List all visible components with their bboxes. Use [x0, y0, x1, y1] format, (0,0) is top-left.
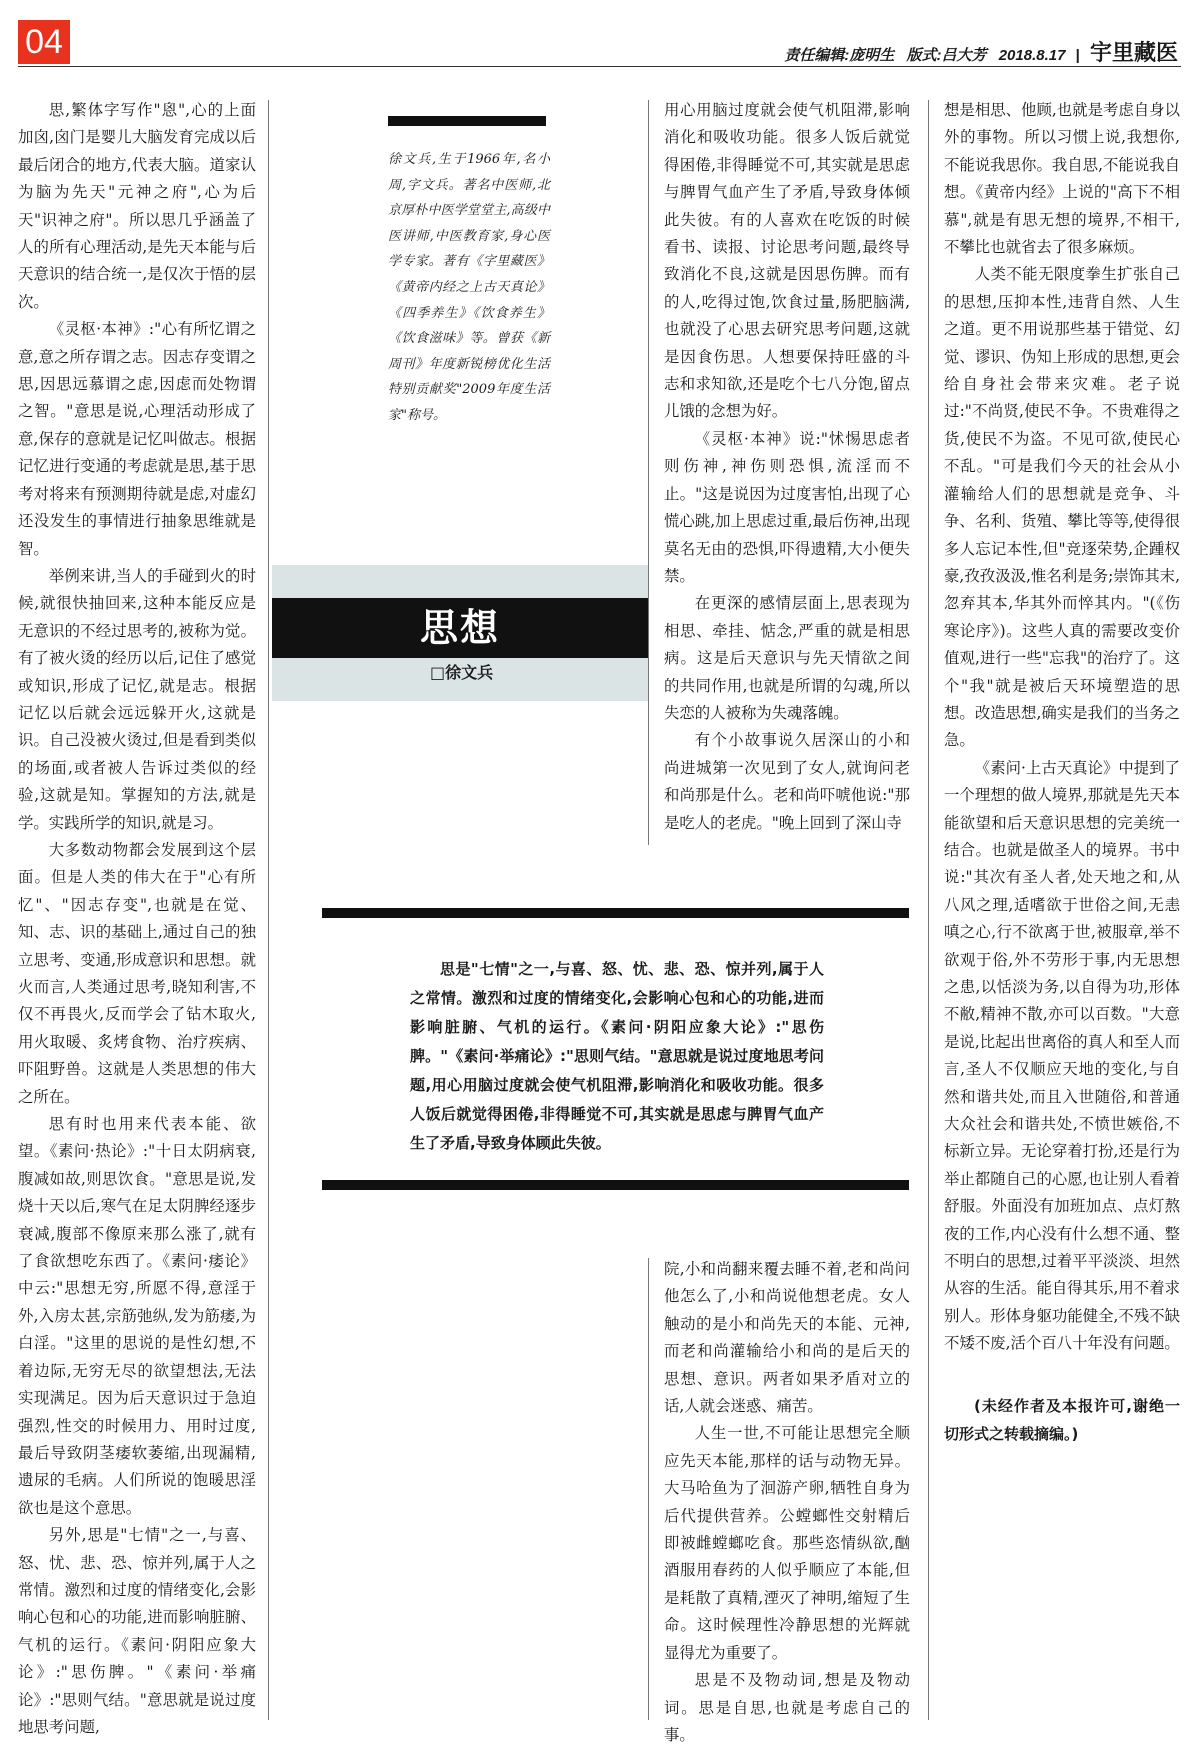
paragraph: 思有时也用来代表本能、欲望。《素问·热论》:"十日太阴病衰,腹减如故,则思饮食。"意思是说,发烧十天以后,寒气在足太阴脾经逐步衰减,腹部不像原来那么涨了,就有了食欲想吃东西了。《素问·痿论》中云:"思想无穷,所愿不得,意淫于外,入房太甚,宗筋弛纵,发为筋痿,为白淫。"这里的思说的是性幻想,不着边际,无穷无尽的欲望想法,无法实现满足。因为后天意识过于急迫强烈,性交的时候用力、用时过度,最后导致阴茎痿软萎缩,出现漏精,遗尿的毛病。人们所说的饱暖思淫欲也是这个意思。: [18, 1115, 256, 1517]
column-divider: [928, 100, 929, 1720]
article-column-3-bottom: [664, 1256, 910, 1749]
quote-top-bar: [322, 908, 909, 918]
paragraph: 《灵枢·本神》:"心有所忆谓之意,意之所存谓之志。因志存变谓之思,因思远慕谓之虑,因虑而处物谓之智。"意思是说,心理活动形成了意,保存的意就是记忆叫做志。根据记忆进行变通的考虑就是思,基于思考对将来有预测期待就是虑,对虚幻还没发生的事情进行抽象思维就是智。: [18, 320, 256, 558]
paragraph: 《素问·上古天真论》中提到了一个理想的做人境界,那就是先天本能欲望和后天意识思想的完美统一结合。也就是做圣人的境界。书中说:"其次有圣人者,处天地之和,从八风之理,适嗜欲于世俗之间,无恚嗔之心,行不欲离于世,被服章,举不欲观于俗,外不劳形于事,内无思想之患,以恬淡为务,以自得为功,形体不敝,精神不散,亦可以百数。"大意是说,比起出世离俗的真人和至人而言,圣人不仅顺应天地的变化,与自然和谐共处,而且入世随俗,和普通大众社会和谐共处,不愤世嫉俗,不标新立异。无论穿着打扮,还是行为举止都随自己的心愿,也让别人看着舒服。外面没有加班加点、点灯熬夜的工作,内心没有什么想不通、整不明白的思想,过着平平淡淡、坦然从容的生活。能自得其乐,用不着求别人。形体身躯功能健全,不残不缺不矮不废,活个百八十年没有问题。: [944, 758, 1180, 1353]
article-title: 思想: [419, 606, 500, 650]
paragraph: 思是不及物动词,想是及物动词。思是自思,也就是考虑自己的事。: [664, 1671, 910, 1744]
paragraph: 举例来讲,当人的手碰到火的时候,就很快抽回来,这种本能反应是无意识的不经过思考的,被称为觉。有了被火烫的经历以后,记住了感觉或知识,形成了记忆,就是志。根据记忆以后就会远远躲开火,这就是识。自己没被火烫过,但是看到类似的场面,或者被人告诉过类似的经验,这就是知。掌握知的方法,就是学。实践所学的知识,就是习。: [18, 566, 256, 832]
paragraph: 院,小和尚翻来覆去睡不着,老和尚问他怎么了,小和尚说他想老虎。女人触动的是小和尚先天的本能、元神,而老和尚灌输给小和尚的是后天的思想、意识。两者如果矛盾对立的话,人就会迷惑、痛苦。: [664, 1260, 910, 1416]
masthead-separator: |: [1075, 47, 1080, 64]
article-column-4: [944, 97, 1180, 1358]
paragraph: 有个小故事说久居深山的小和尚进城第一次见到了女人,就询问老和尚那是什么。老和尚吓唬他说:"那是吃人的老虎。"晚上回到了深山寺: [664, 731, 910, 832]
article-column-3-top: [664, 97, 910, 837]
pull-quote-text: 思是"七情"之一,与喜、怒、忧、悲、恐、惊并列,属于人之常情。激烈和过度的情绪变化,会影响心包和心的功能,进而影响脏腑、气机的运行。《素问·阴阳应象大论》:"思伤脾。"《素问·举痛论》:"思则气结。"意思就是说过度地思考问题,用心用脑过度就会使气机阻滞,影响消化和吸收功能。很多人饭后就觉得困倦,非得睡觉不可,其实就是思虑与脾胃气血产生了矛盾,导致身体顾此失彼。: [410, 960, 824, 1152]
paragraph: 思,繁体字写作"恖",心的上面加囟,囟门是婴儿大脑发育完成以后最后闭合的地方,代表大脑。道家认为脑为先天"元神之府",心为后天"识神之府"。所以思几乎涵盖了人的所有心理活动,是先天本能与后天意识的结合统一,是仅次于悟的层次。: [18, 101, 256, 311]
issue-date: 2018.8.17: [998, 47, 1066, 64]
editor-credit: 责任编辑:庞明生: [784, 47, 895, 64]
paragraph: 人类不能无限度拳生扩张自己的思想,压抑本性,违背自然、人生之道。更不用说那些基于错觉、幻觉、谬识、伪知上形成的思想,更会给自身社会带来灾难。老子说过:"不尚贤,使民不争。不贵难得之货,使民不为盗。不见可欲,使民心不乱。"可是我们今天的社会从小灌输给人们的思想就是竞争、斗争、名利、货殖、攀比等等,使得很多人忘记本性,但"竞逐荣势,企踵权豪,孜孜汲汲,惟名利是务;崇饰其末,忽弃其本,华其外而悴其内。"(《伤寒论序》)。这些人真的需要改变价值观,进行一些"忘我"的治疗了。这个"我"就是被后天环境塑造的思想。改造思想,确实是我们的当务之急。: [944, 265, 1180, 750]
paragraph: 想是相思、他顾,也就是考虑自身以外的事物。所以习惯上说,我想你,不能说我思你。我自思,不能说我自想。《黄帝内经》上说的"高下不相慕",就是有思无想的境界,不相干,不攀比也就省去了很多麻烦。: [944, 101, 1180, 257]
paragraph: 在更深的感情层面上,思表现为相思、牵挂、惦念,严重的就是相思病。这是后天意识与先天情欲之间的共同作用,也就是所谓的勾魂,所以失恋的人被称为失魂落魄。: [664, 594, 910, 722]
header-rule: [18, 66, 1181, 67]
masthead-info: [784, 36, 1178, 67]
column-divider: [268, 100, 269, 1720]
bio-top-bar: [388, 116, 546, 126]
column-divider: [648, 1258, 649, 1720]
article-column-1: [18, 97, 256, 1741]
paragraph: 大多数动物都会发展到这个层面。但是人类的伟大在于"心有所忆"、"因志存变",也就是在觉、知、志、识的基础上,通过自己的独立思考、变通,形成意识和思想。就火而言,人类通过思考,晓知利害,不仅不再畏火,反而学会了钻木取火,用火取暖、炙烤食物、治疗疾病、吓阻野兽。这就是人类思想的伟大之所在。: [18, 840, 256, 1106]
copyright-text: (未经作者及本报许可,谢绝一切形式之转载摘编。): [944, 1397, 1180, 1443]
column-divider: [648, 100, 649, 845]
author-bio: 徐文兵,生于1966年,名小周,字文兵。著名中医师,北京厚朴中医学堂堂主,高级中医讲师,中医教育家,身心医学专家。著有《字里藏医》《黄帝内经之上古天真论》《四季养生》《饮食养生》《饮食滋味》等。曾获《新周刊》年度新锐榜优化生活特别贡献奖"2009年度生活家"称号。: [388, 152, 550, 423]
copyright-note: [944, 1392, 1180, 1448]
paragraph: 另外,思是"七情"之一,与喜、怒、忧、悲、恐、惊并列,属于人之常情。激烈和过度的情绪变化,会影响心包和心的功能,进而影响脏腑、气机的运行。《素问·阴阳应象大论》:"思伤脾。"《素问·举痛论》:"思则气结。"意思就是说过度地思考问题,: [18, 1526, 256, 1736]
layout-credit: 版式:吕大芳: [906, 47, 987, 64]
quote-bottom-bar: [322, 1180, 909, 1190]
paragraph: 《灵枢·本神》说:"怵惕思虑者则伤神,神伤则恐惧,流淫而不止。"这是说因为过度害怕,出现了心慌心跳,加上思虑过重,最后伤神,出现莫名无由的恐惧,吓得遗精,大小便失禁。: [664, 429, 910, 585]
pull-quote: [410, 955, 824, 1158]
paragraph: 人生一世,不可能让思想完全顺应先天本能,那样的话与动物无异。大马哈鱼为了洄游产卵,牺牲自身为后代提供营养。公螳螂性交射精后即被雌螳螂吃食。那些恣情纵欲,酗酒服用春药的人似乎顺应了本能,但是耗散了真精,湮灭了神明,缩短了生命。这时候理性冷静思想的光辉就显得尤为重要了。: [664, 1424, 910, 1662]
paragraph: 用心用脑过度就会使气机阻滞,影响消化和吸收功能。很多人饭后就觉得困倦,非得睡觉不可,其实就是思虑与脾胃气血产生了矛盾,导致身体倾此失彼。有的人喜欢在吃饭的时候看书、读报、讨论思考问题,最终导致消化不良,这就是因思伤脾。而有的人,吃得过饱,饮食过量,肠肥脑满,也就没了心思去研究思考问题,这就是因食伤思。人想要保持旺盛的斗志和求知欲,还是吃个七八分饱,留点儿饿的念想为好。: [664, 101, 910, 421]
article-byline: □徐文兵: [430, 663, 494, 682]
page-number-badge: 04: [18, 20, 70, 64]
section-name: 宇里藏医: [1089, 40, 1178, 65]
